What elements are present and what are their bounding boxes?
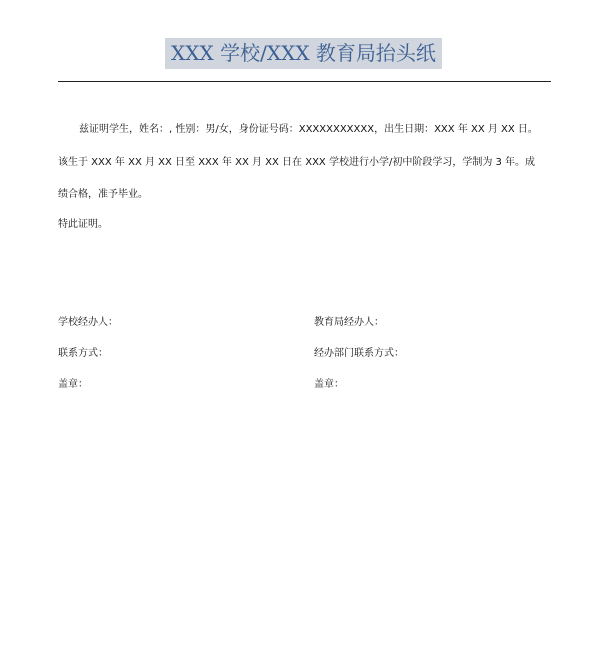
school-handler-label: 学校经办人： (58, 317, 118, 328)
certificate-closing: 特此证明。 (58, 219, 108, 230)
certificate-line-1: 兹证明学生，姓名：, 性别：男/女，身份证号码：XXXXXXXXXXX，出生日期：XXX 年 XX 月 XX 日。 (79, 124, 538, 135)
school-contact-label: 联系方式： (58, 348, 108, 359)
certificate-line-3: 绩合格，准予毕业。 (58, 189, 148, 200)
school-seal-label: 盖章： (58, 379, 88, 390)
bureau-handler-label: 教育局经办人： (314, 317, 384, 328)
letterhead-title-text: XXX 学校/XXX 教育局抬头纸 (165, 38, 442, 69)
letterhead-title (0, 40, 607, 66)
header-divider (58, 81, 551, 82)
bureau-contact-label: 经办部门联系方式： (314, 348, 404, 359)
bureau-seal-label: 盖章： (314, 379, 344, 390)
certificate-line-2: 该生于 XXX 年 XX 月 XX 日至 XXX 年 XX 月 XX 日在 XXX 学校进行小学/初中阶段学习，学制为 3 年。成 (58, 157, 536, 168)
